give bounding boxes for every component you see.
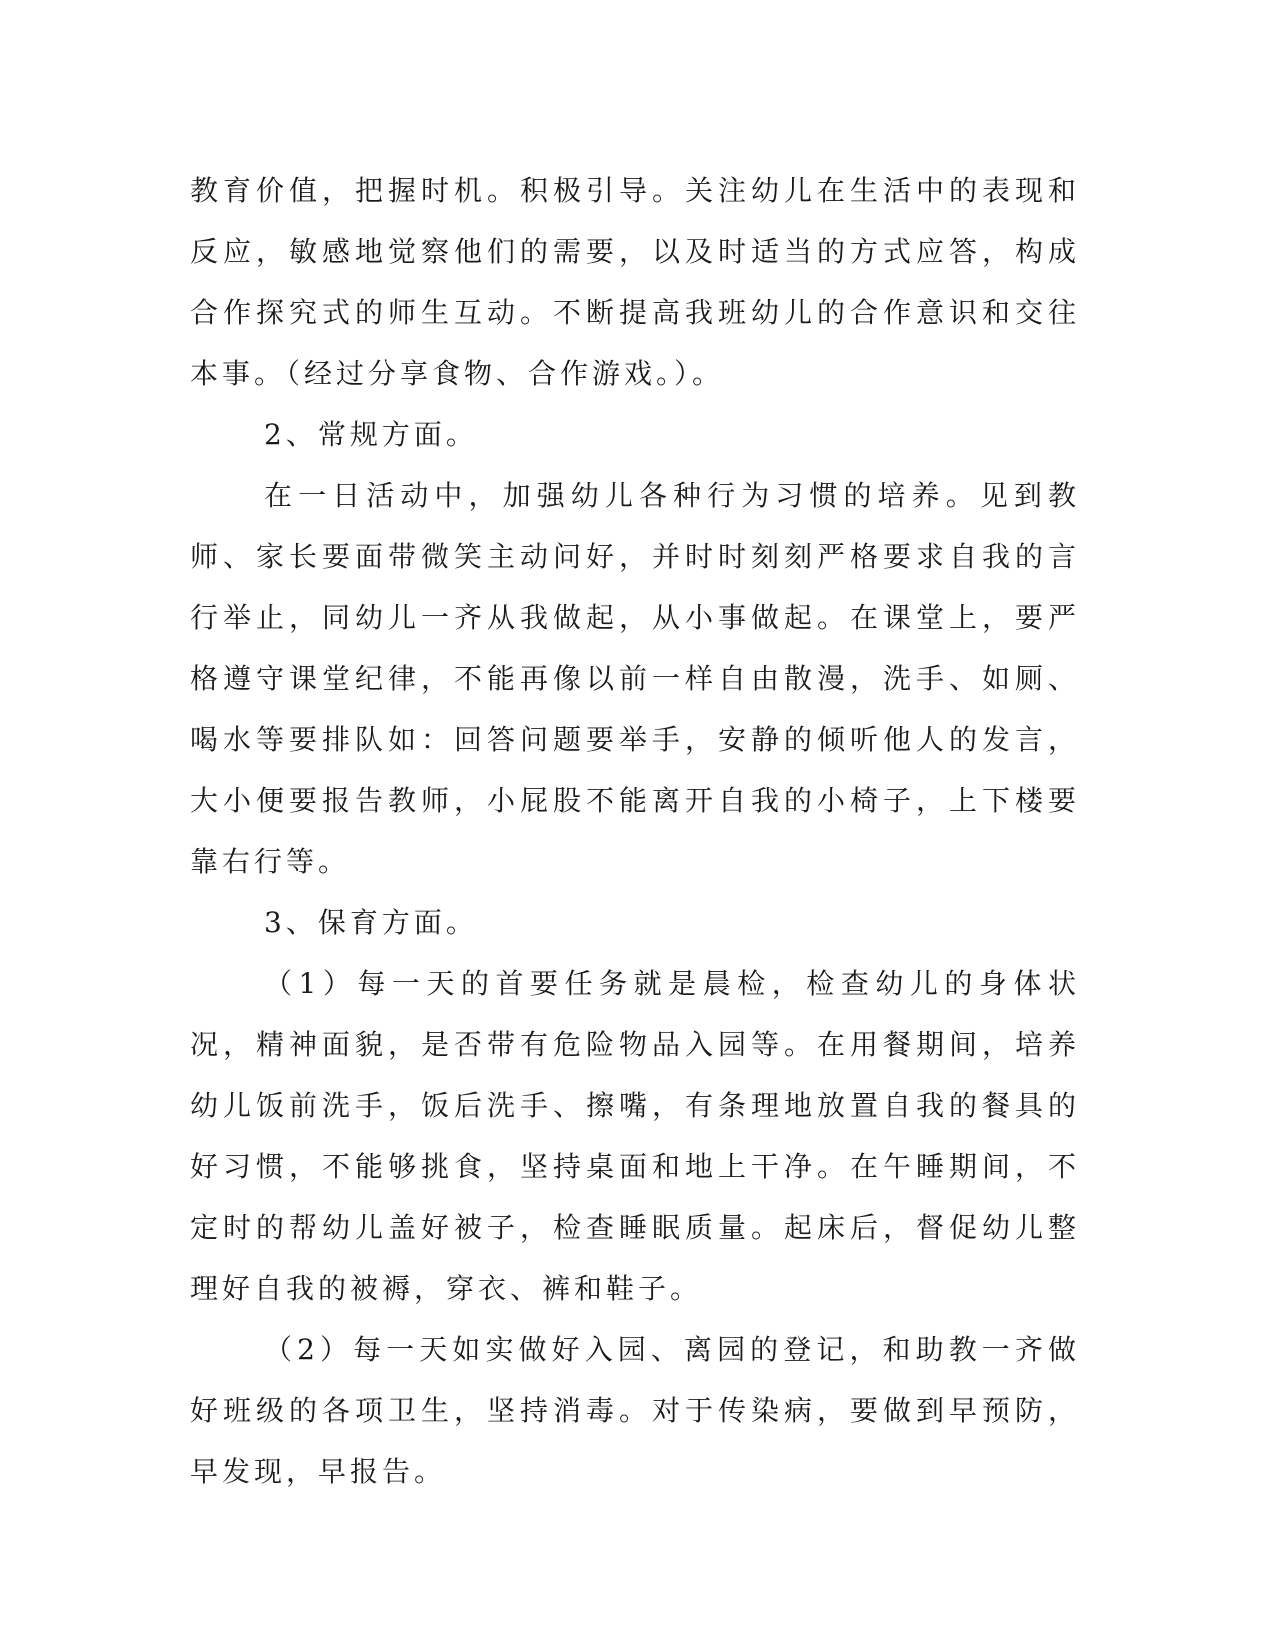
paragraph-childcare-1: （1）每一天的首要任务就是晨检，检查幼儿的身体状况，精神面貌，是否带有危险物品入园等。在用餐期间，培养幼儿饭前洗手，饭后洗手、擦嘴，有条理地放置自我的餐具的好习惯，不能够挑食，坚持桌面和地上干净。在午睡期间，不定时的帮幼儿盖好被子，检查睡眠质量。起床后，督促幼儿整理好自我的被褥，穿衣、裤和鞋子。 [190, 967, 1080, 1305]
paragraph-education-value: 教育价值，把握时机。积极引导。关注幼儿在生活中的表现和反应，敏感地觉察他们的需要，以及时适当的方式应答，构成合作探究式的师生互动。不断提高我班幼儿的合作意识和交往本事。（经过分享食物、合作游戏。）。 [190, 174, 1080, 390]
paragraph-childcare-2: （2）每一天如实做好入园、离园的登记，和助教一齐做好班级的各项卫生，坚持消毒。对于传染病，要做到早预防，早发现，早报告。 [190, 1333, 1080, 1488]
heading-childcare: 3、保育方面。 [264, 906, 478, 939]
paragraph-routine: 在一日活动中，加强幼儿各种行为习惯的培养。见到教师、家长要面带微笑主动问好，并时时刻刻严格要求自我的言行举止，同幼儿一齐从我做起，从小事做起。在课堂上，要严格遵守课堂纪律，不能再像以前一样自由散漫，洗手、如厕、喝水等要排队如：回答问题要举手，安静的倾听他人的发言，大小便要报告教师，小屁股不能离开自我的小椅子，上下楼要靠右行等。 [190, 479, 1080, 878]
heading-routine: 2、常规方面。 [264, 418, 478, 451]
document-body [190, 160, 1080, 1502]
